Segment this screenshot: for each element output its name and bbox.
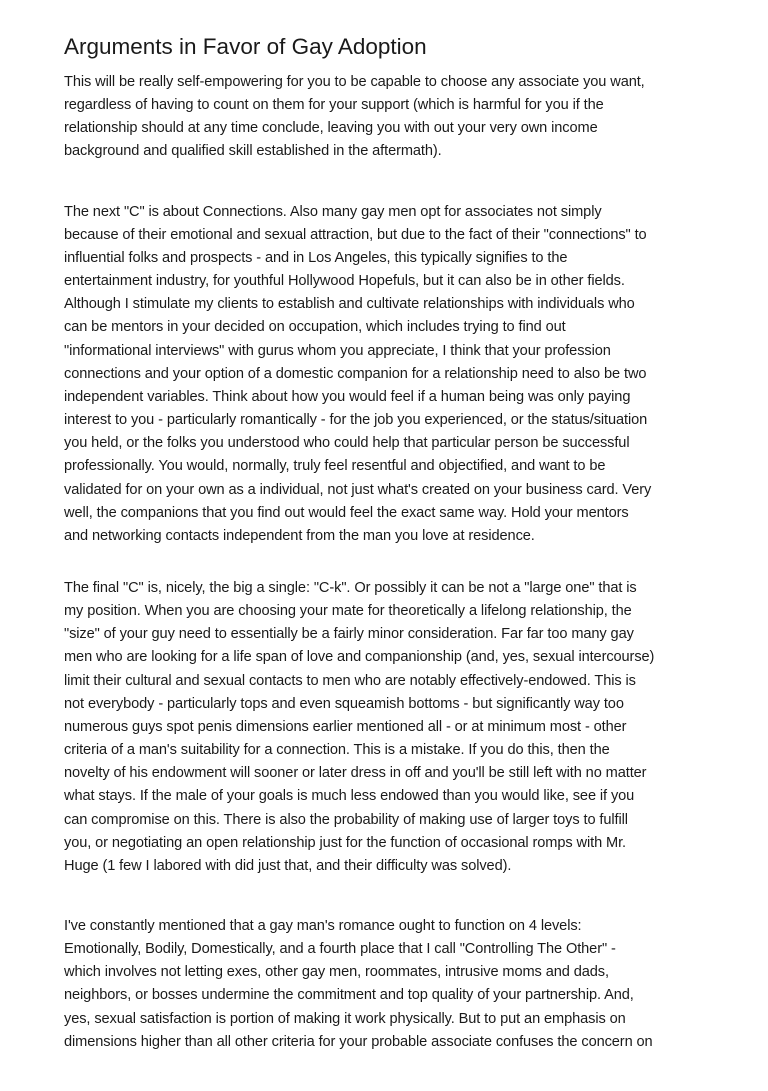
text-line: professionally. You would, normally, truly feel resentful and objectified, and want to be <box>64 458 606 475</box>
text-line: influential folks and prospects - and in Los Angeles, this typically signifies to the <box>64 249 568 266</box>
text-line: what stays. If the male of your goals is much less endowed than you would like, see if you <box>64 788 635 805</box>
text-line: Emotionally, Bodily, Domestically, and a fourth place that I call "Controlling The Other" - <box>64 941 616 958</box>
text-line: I've constantly mentioned that a gay man's romance ought to function on 4 levels: <box>64 918 582 934</box>
text-line: criteria of a man's suitability for a connection. This is a mistake. If you do this, then the <box>64 742 610 759</box>
text-line: entertainment industry, for youthful Hollywood Hopefuls, but it can also be in other fields. <box>64 273 625 290</box>
paragraph <box>64 577 744 878</box>
text-line: neighbors, or bosses undermine the commitment and top quality of your partnership. And, <box>64 987 634 1004</box>
text-line: This will be really self-empowering for you to be capable to choose any associate you want, <box>64 74 645 90</box>
text-line: "size" of your guy need to essentially be a fairly minor consideration. Far far too many gay <box>64 626 634 643</box>
text-line: well, the companions that you find out would feel the exact same way. Hold your mentors <box>64 504 629 521</box>
text-line: yes, sexual satisfaction is portion of making it work physically. But to put an emphasis on <box>64 1010 626 1027</box>
text-line: novelty of his endowment will sooner or later dress in off and you'll be still left with no matter <box>64 765 647 782</box>
text-line: my position. When you are choosing your mate for theoretically a lifelong relationship, the <box>64 603 632 620</box>
text-line: The next "C" is about Connections. Also many gay men opt for associates not simply <box>64 203 602 220</box>
document-body <box>64 71 744 1091</box>
text-line: connections and your option of a domestic companion for a relationship need to also be two <box>64 365 647 382</box>
text-line: not everybody - particularly tops and even squeamish bottoms - but significantly way too <box>64 695 624 712</box>
text-line: limit their cultural and sexual contacts to men who are notably effectively-endowed. This is <box>64 672 636 689</box>
paragraph <box>64 915 744 1054</box>
text-line: interest to you - particularly romantically - for the job you experienced, or the status/situation <box>64 412 648 429</box>
text-line: because of their emotional and sexual attraction, but due to the fact of their "connections" to <box>64 226 647 243</box>
paragraph <box>64 71 744 164</box>
text-line: Huge (1 few I labored with did just that, and their difficulty was solved). <box>64 857 512 874</box>
text-line: "informational interviews" with gurus whom you appreciate, I think that your profession <box>64 342 611 359</box>
text-line: can compromise on this. There is also the probability of making use of larger toys to fulfill <box>64 811 628 828</box>
text-line: you held, or the folks you understood who could help that particular person be successful <box>64 435 630 452</box>
text-line: and networking contacts independent from the man you love at residence. <box>64 527 535 544</box>
text-line: can be mentors in your decided on occupation, which includes trying to find out <box>64 319 566 336</box>
text-line: regardless of having to count on them for your support (which is harmful for you if the <box>64 97 604 114</box>
text-line: The final "C" is, nicely, the big a single: "C-k". Or possibly it can be not a "large one" that is <box>64 579 637 596</box>
text-line: validated for on your own as a individual, not just what's created on your business card. Very <box>64 481 652 498</box>
text-line: Although I stimulate my clients to establish and cultivate relationships with individuals who <box>64 296 635 313</box>
text-line: background and qualified skill established in the aftermath). <box>64 143 442 160</box>
text-line: you, or negotiating an open relationship just for the function of occasional romps with Mr. <box>64 834 627 851</box>
text-line: numerous guys spot penis dimensions earlier mentioned all - or at minimum most - other <box>64 718 627 735</box>
text-line: men who are looking for a life span of love and companionship (and, yes, sexual intercourse) <box>64 649 655 666</box>
paragraph <box>64 201 744 548</box>
text-line: which involves not letting exes, other gay men, roommates, intrusive moms and dads, <box>64 964 609 981</box>
document-title: Arguments in Favor of Gay Adoption <box>64 34 427 59</box>
text-line: relationship should at any time conclude, leaving you with out your very own income <box>64 120 598 137</box>
text-line: dimensions higher than all other criteria for your probable associate confuses the concern on <box>64 1033 653 1050</box>
text-line: independent variables. Think about how you would feel if a human being was only paying <box>64 388 631 405</box>
